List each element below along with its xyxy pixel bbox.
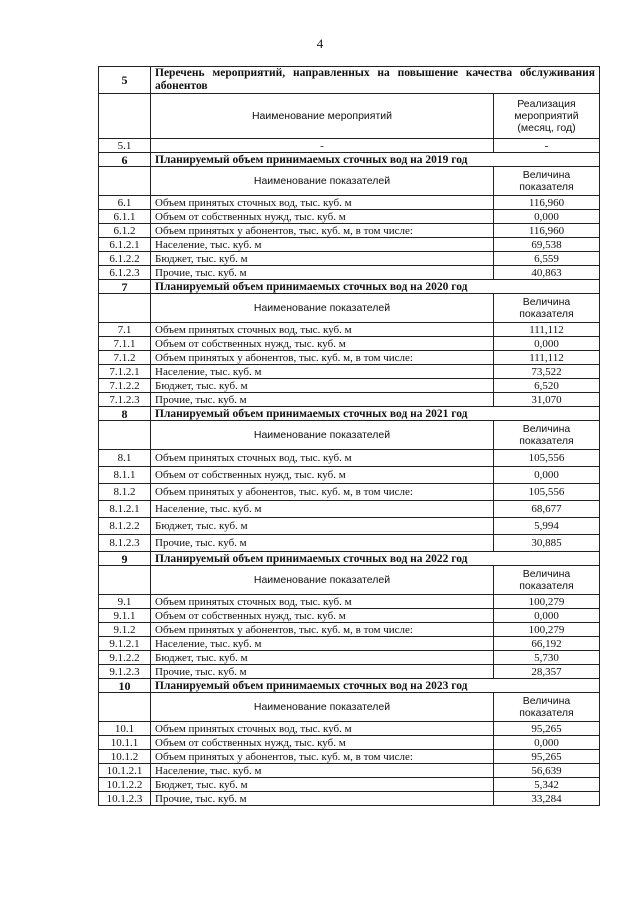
row-name: Бюджет, тыс. куб. м xyxy=(151,518,494,535)
row-number: 9.1.2.3 xyxy=(99,665,151,679)
row-value: 28,357 xyxy=(493,665,599,679)
row-value: 66,192 xyxy=(493,637,599,651)
row-number: 9.1.1 xyxy=(99,609,151,623)
header-row xyxy=(99,167,600,196)
row-name: Бюджет, тыс. куб. м xyxy=(151,651,494,665)
row-value: 105,556 xyxy=(493,450,599,467)
section-number: 5 xyxy=(99,67,151,94)
row-value: 5,342 xyxy=(493,778,599,792)
row-value: 116,960 xyxy=(493,224,599,238)
row-number: 6.1.2.2 xyxy=(99,252,151,266)
row-name: Объем принятых у абонентов, тыс. куб. м, в том числе: xyxy=(151,224,494,238)
section-number: 7 xyxy=(99,280,151,294)
row-number: 7.1.2.3 xyxy=(99,393,151,407)
row-value: 111,112 xyxy=(493,351,599,365)
section-row xyxy=(99,552,600,566)
row-value: 0,000 xyxy=(493,736,599,750)
section-title: Планируемый объем принимаемых сточных вод на 2021 год xyxy=(151,407,600,421)
row-name: Бюджет, тыс. куб. м xyxy=(151,252,494,266)
section-number: 9 xyxy=(99,552,151,566)
table-row xyxy=(99,196,600,210)
row-name: Объем принятых у абонентов, тыс. куб. м, в том числе: xyxy=(151,750,494,764)
row-name: Объем принятых сточных вод, тыс. куб. м xyxy=(151,450,494,467)
row-value: 95,265 xyxy=(493,722,599,736)
table-row xyxy=(99,365,600,379)
row-value: 5,730 xyxy=(493,651,599,665)
row-number: 6.1.2.3 xyxy=(99,266,151,280)
row-value: 40,863 xyxy=(493,266,599,280)
row-name: Объем от собственных нужд, тыс. куб. м xyxy=(151,467,494,484)
row-value: 100,279 xyxy=(493,623,599,637)
table-row xyxy=(99,778,600,792)
row-number: 9.1 xyxy=(99,595,151,609)
section-number: 8 xyxy=(99,407,151,421)
table-row xyxy=(99,337,600,351)
row-number: 8.1 xyxy=(99,450,151,467)
table-row xyxy=(99,323,600,337)
row-number: 7.1.1 xyxy=(99,337,151,351)
row-name: Объем от собственных нужд, тыс. куб. м xyxy=(151,210,494,224)
row-number: 9.1.2 xyxy=(99,623,151,637)
column-header-name: Наименование мероприятий xyxy=(151,94,494,139)
row-name: Бюджет, тыс. куб. м xyxy=(151,379,494,393)
row-value: 95,265 xyxy=(493,750,599,764)
section-number: 10 xyxy=(99,679,151,693)
header-row xyxy=(99,693,600,722)
row-number: 6.1.2 xyxy=(99,224,151,238)
indicators-table xyxy=(98,66,600,806)
row-name: Прочие, тыс. куб. м xyxy=(151,665,494,679)
row-number: 10.1.1 xyxy=(99,736,151,750)
row-name: Население, тыс. куб. м xyxy=(151,238,494,252)
row-number: 10.1 xyxy=(99,722,151,736)
row-name: Объем от собственных нужд, тыс. куб. м xyxy=(151,337,494,351)
row-number: 9.1.2.1 xyxy=(99,637,151,651)
row-value: 0,000 xyxy=(493,467,599,484)
row-name: Прочие, тыс. куб. м xyxy=(151,266,494,280)
table-row xyxy=(99,792,600,806)
column-header-name: Наименование показателей xyxy=(151,693,494,722)
header-row xyxy=(99,566,600,595)
row-name: Объем принятых у абонентов, тыс. куб. м, в том числе: xyxy=(151,484,494,501)
table-row xyxy=(99,210,600,224)
row-value: 68,677 xyxy=(493,501,599,518)
row-name: Объем принятых сточных вод, тыс. куб. м xyxy=(151,722,494,736)
table-row xyxy=(99,535,600,552)
row-name: Объем принятых сточных вод, тыс. куб. м xyxy=(151,323,494,337)
row-number: 10.1.2 xyxy=(99,750,151,764)
row-number: 7.1 xyxy=(99,323,151,337)
table-row xyxy=(99,484,600,501)
row-name: Объем принятых сточных вод, тыс. куб. м xyxy=(151,595,494,609)
row-number: 7.1.2 xyxy=(99,351,151,365)
section-number: 6 xyxy=(99,153,151,167)
header-row xyxy=(99,294,600,323)
section-row xyxy=(99,679,600,693)
row-name: Объем от собственных нужд, тыс. куб. м xyxy=(151,609,494,623)
section-row xyxy=(99,67,600,94)
row-number: 5.1 xyxy=(99,139,151,153)
column-header-value: Величина показателя xyxy=(493,693,599,722)
table-row xyxy=(99,224,600,238)
section-title: Перечень мероприятий, направленных на повышение качества обслуживания абонентов xyxy=(151,67,600,94)
table-row xyxy=(99,393,600,407)
column-header-name: Наименование показателей xyxy=(151,167,494,196)
row-value: 100,279 xyxy=(493,595,599,609)
row-value: 69,538 xyxy=(493,238,599,252)
row-name: Население, тыс. куб. м xyxy=(151,365,494,379)
row-name: Объем принятых сточных вод, тыс. куб. м xyxy=(151,196,494,210)
row-number: 8.1.2.2 xyxy=(99,518,151,535)
table-row xyxy=(99,450,600,467)
page-number: 4 xyxy=(316,36,324,51)
row-number: 6.1.2.1 xyxy=(99,238,151,252)
table-row xyxy=(99,609,600,623)
row-name: Бюджет, тыс. куб. м xyxy=(151,778,494,792)
table-body xyxy=(99,67,600,806)
table-row xyxy=(99,595,600,609)
row-name: Прочие, тыс. куб. м xyxy=(151,792,494,806)
row-name: Население, тыс. куб. м xyxy=(151,764,494,778)
table-row xyxy=(99,665,600,679)
row-number: 8.1.2.1 xyxy=(99,501,151,518)
section-title: Планируемый объем принимаемых сточных вод на 2022 год xyxy=(151,552,600,566)
row-number: 7.1.2.1 xyxy=(99,365,151,379)
row-number: 10.1.2.1 xyxy=(99,764,151,778)
table-row xyxy=(99,252,600,266)
table-row xyxy=(99,623,600,637)
row-name: Население, тыс. куб. м xyxy=(151,637,494,651)
column-header-value: Величина показателя xyxy=(493,167,599,196)
table-row xyxy=(99,651,600,665)
row-number: 7.1.2.2 xyxy=(99,379,151,393)
table-row xyxy=(99,351,600,365)
row-value: 5,994 xyxy=(493,518,599,535)
section-row xyxy=(99,280,600,294)
table-row xyxy=(99,467,600,484)
row-value: 0,000 xyxy=(493,210,599,224)
row-number: 8.1.2.3 xyxy=(99,535,151,552)
column-header-value: Величина показателя xyxy=(493,566,599,595)
row-name: Объем от собственных нужд, тыс. куб. м xyxy=(151,736,494,750)
row-number: 9.1.2.2 xyxy=(99,651,151,665)
row-name: Население, тыс. куб. м xyxy=(151,501,494,518)
row-number: 6.1 xyxy=(99,196,151,210)
row-value: 0,000 xyxy=(493,609,599,623)
row-value: 6,559 xyxy=(493,252,599,266)
column-header-value: Величина показателя xyxy=(493,294,599,323)
row-value: 56,639 xyxy=(493,764,599,778)
table-row xyxy=(99,238,600,252)
header-row xyxy=(99,94,600,139)
row-value: 6,520 xyxy=(493,379,599,393)
row-number: 6.1.1 xyxy=(99,210,151,224)
row-value: 33,284 xyxy=(493,792,599,806)
section-title: Планируемый объем принимаемых сточных вод на 2020 год xyxy=(151,280,600,294)
row-value: - xyxy=(493,139,599,153)
header-row xyxy=(99,421,600,450)
row-value: 105,556 xyxy=(493,484,599,501)
table-row xyxy=(99,736,600,750)
row-value: 0,000 xyxy=(493,337,599,351)
row-name: Прочие, тыс. куб. м xyxy=(151,535,494,552)
table-row xyxy=(99,501,600,518)
section-title: Планируемый объем принимаемых сточных вод на 2019 год xyxy=(151,153,600,167)
table-row xyxy=(99,518,600,535)
column-header-value: Реализация мероприятий (месяц, год) xyxy=(493,94,599,139)
row-number: 10.1.2.2 xyxy=(99,778,151,792)
row-name: - xyxy=(151,139,494,153)
table-row xyxy=(99,266,600,280)
row-value: 73,522 xyxy=(493,365,599,379)
row-name: Объем принятых у абонентов, тыс. куб. м, в том числе: xyxy=(151,623,494,637)
row-name: Прочие, тыс. куб. м xyxy=(151,393,494,407)
section-row xyxy=(99,153,600,167)
row-number: 10.1.2.3 xyxy=(99,792,151,806)
row-name: Объем принятых у абонентов, тыс. куб. м, в том числе: xyxy=(151,351,494,365)
table-row xyxy=(99,750,600,764)
column-header-value: Величина показателя xyxy=(493,421,599,450)
column-header-name: Наименование показателей xyxy=(151,421,494,450)
column-header-name: Наименование показателей xyxy=(151,294,494,323)
row-value: 111,112 xyxy=(493,323,599,337)
table-row xyxy=(99,764,600,778)
column-header-name: Наименование показателей xyxy=(151,566,494,595)
table-row xyxy=(99,379,600,393)
section-title: Планируемый объем принимаемых сточных вод на 2023 год xyxy=(151,679,600,693)
row-value: 31,070 xyxy=(493,393,599,407)
table-row xyxy=(99,139,600,153)
row-number: 8.1.1 xyxy=(99,467,151,484)
table-row xyxy=(99,722,600,736)
table-row xyxy=(99,637,600,651)
section-row xyxy=(99,407,600,421)
row-number: 8.1.2 xyxy=(99,484,151,501)
row-value: 116,960 xyxy=(493,196,599,210)
row-value: 30,885 xyxy=(493,535,599,552)
